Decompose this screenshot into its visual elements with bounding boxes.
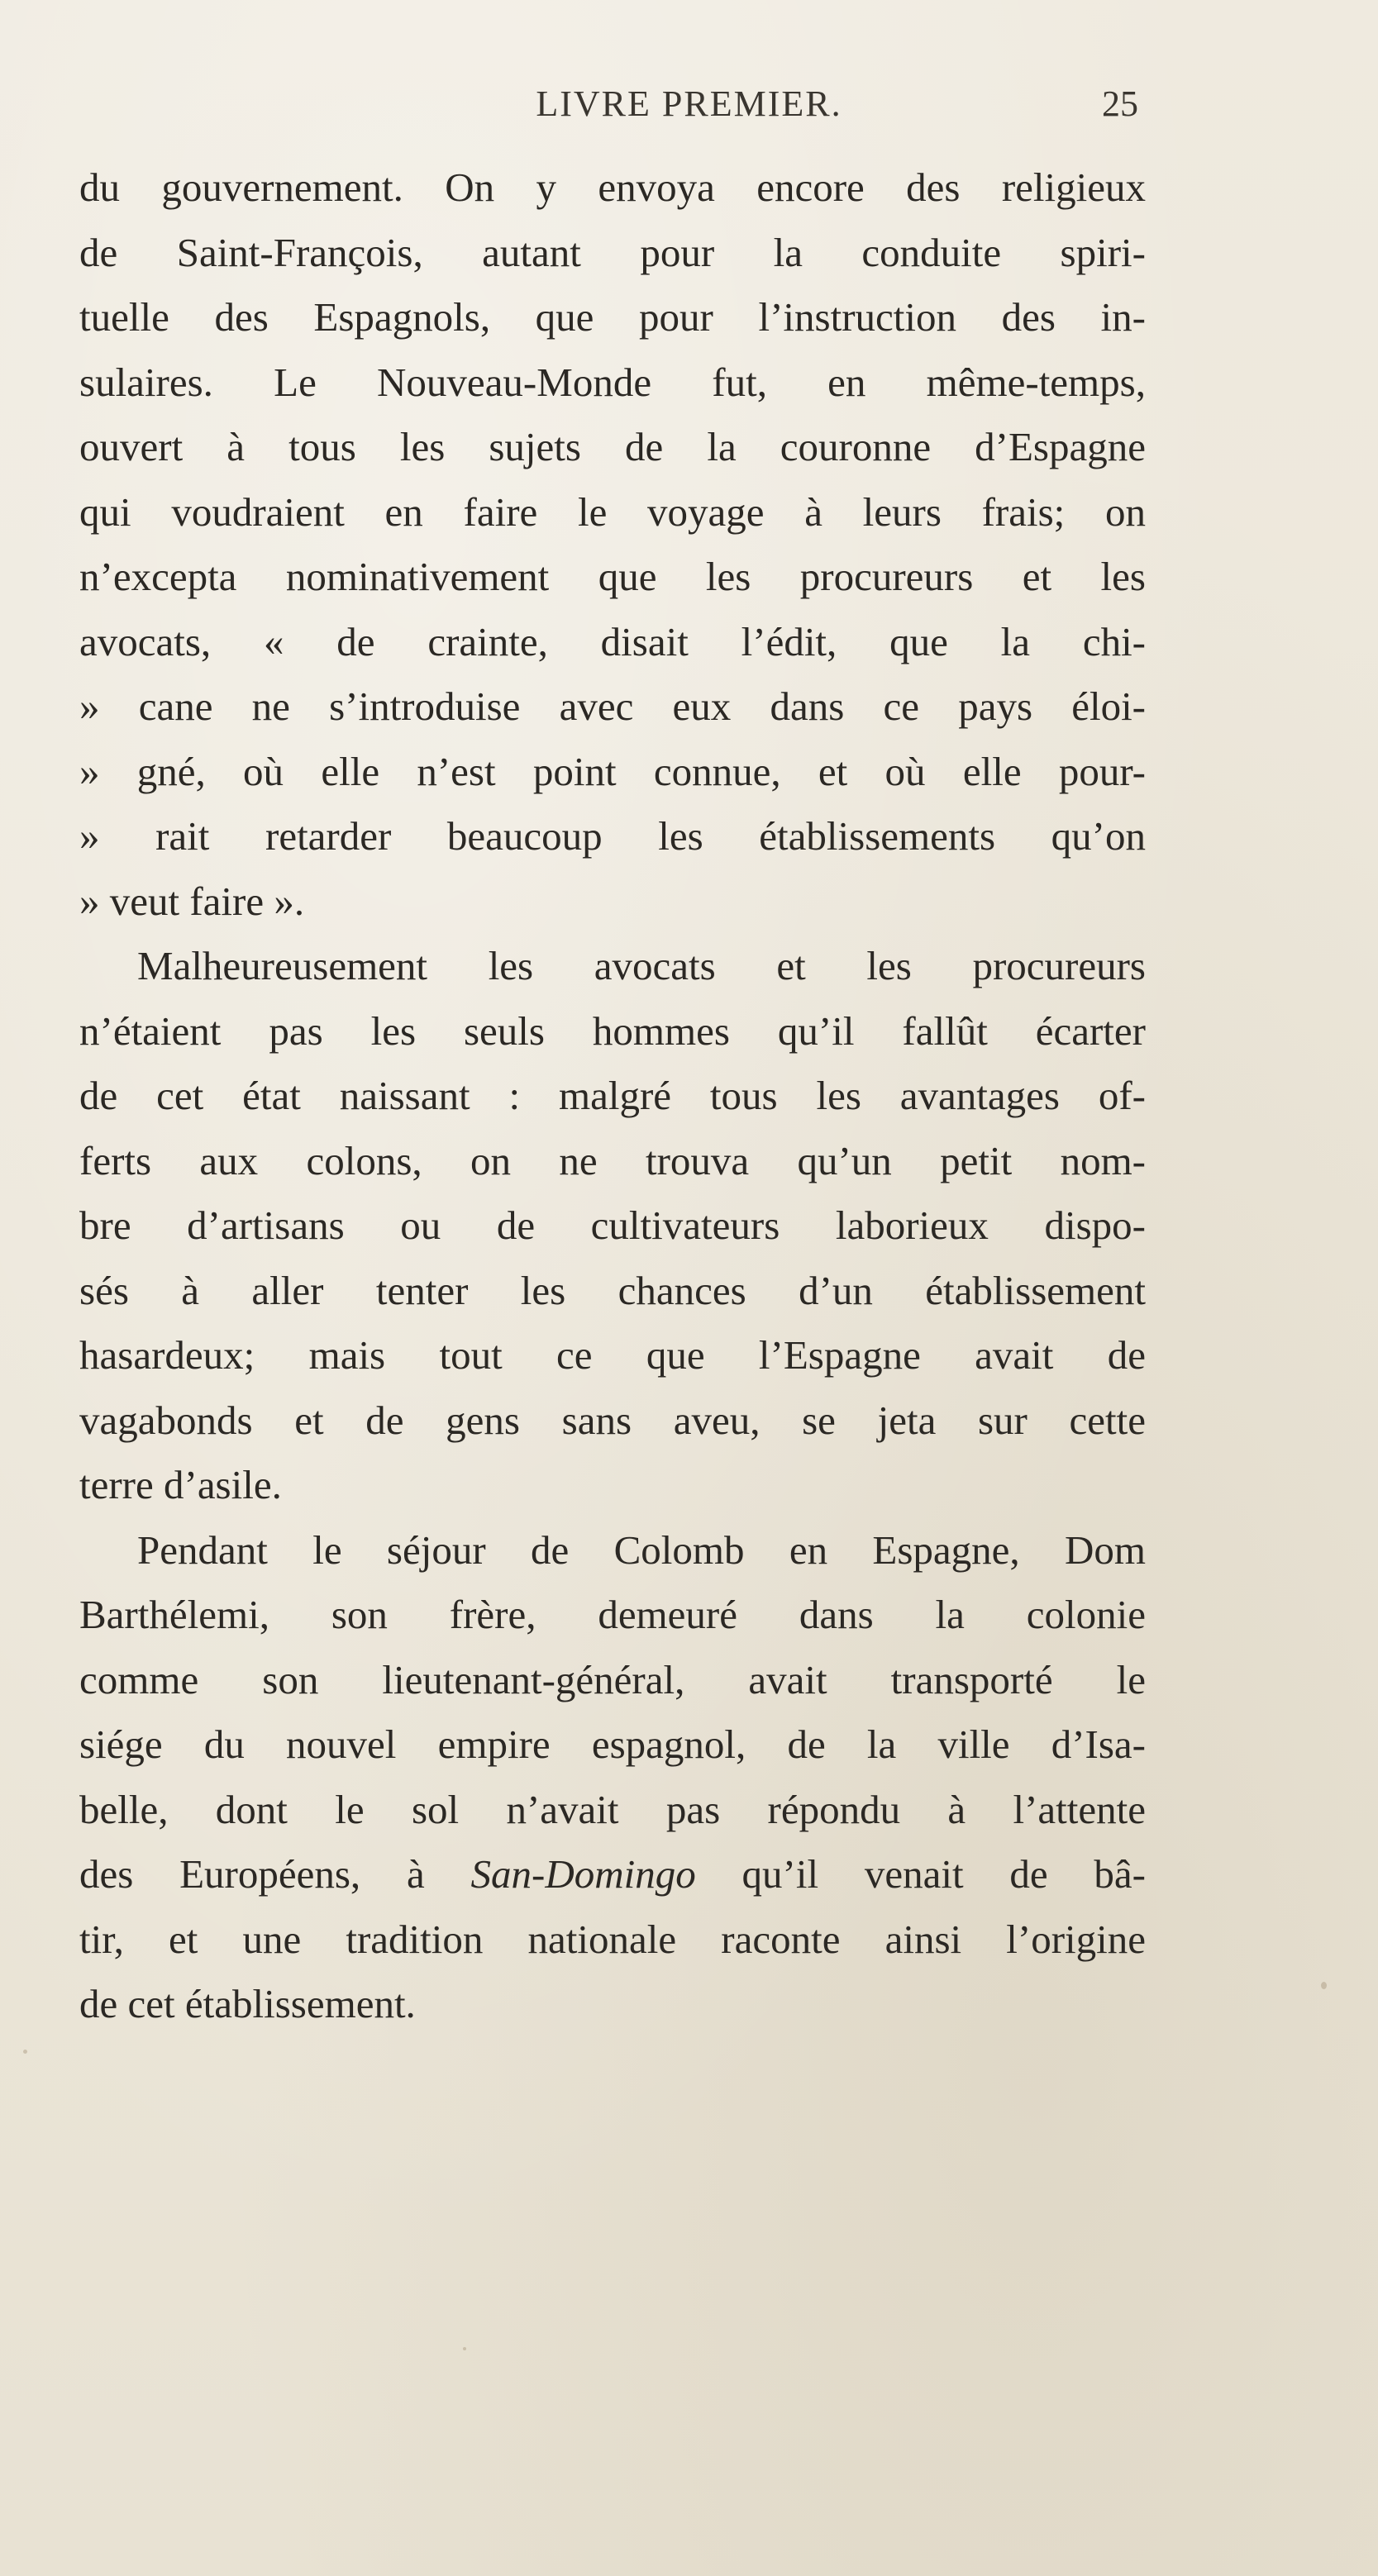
page-header (0, 83, 1378, 132)
text-line: Malheureusement les avocats et les procureurs (137, 943, 1146, 988)
text-line: avocats, « de crainte, disait l’édit, que la chi- (79, 618, 1146, 664)
text-line: terre d’asile. (79, 1462, 282, 1507)
text-line: de cet établissement. (79, 1981, 416, 2026)
text-line: de Saint-François, autant pour la conduite spiri- (79, 229, 1146, 275)
text-line: belle, dont le sol n’avait pas répondu à l’attente (79, 1786, 1146, 1832)
text-line: ferts aux colons, on ne trouva qu’un petit nom- (79, 1137, 1146, 1183)
paragraph-3 (79, 1518, 1146, 2037)
text-line: » veut faire ». (79, 878, 305, 924)
text-line: » gné, où elle n’est point connue, et où elle pour- (79, 748, 1146, 794)
paper-speck (463, 2347, 466, 2350)
text-line: Pendant le séjour de Colomb en Espagne, Dom (137, 1526, 1146, 1573)
text-line: ouvert à tous les sujets de la couronne d’Espagne (79, 424, 1146, 469)
text-line: sulaires. Le Nouveau-Monde fut, en même-temps, (79, 359, 1146, 405)
text-line: de cet état naissant : malgré tous les avantages of- (79, 1073, 1146, 1118)
text-line: Barthélemi, son frère, demeuré dans la colonie (79, 1592, 1146, 1637)
body-text (79, 155, 1146, 2037)
text-line: bre d’artisans ou de cultivateurs laborieux dispo- (79, 1202, 1146, 1248)
text-line: n’étaient pas les seuls hommes qu’il fallût écarter (79, 1007, 1146, 1054)
paragraph-2 (79, 934, 1146, 1518)
text-line: comme son lieutenant-général, avait transporté le (79, 1656, 1146, 1702)
text-run: qu’il venait de bâ- (695, 1851, 1146, 1897)
page-number: 25 (1102, 83, 1138, 124)
paper-speck (23, 2050, 27, 2054)
text-line: tuelle des Espagnols, que pour l’instruction des in- (79, 294, 1146, 340)
text-line-with-italic (79, 1842, 1146, 1907)
text-line: vagabonds et de gens sans aveu, se jeta sur cette (79, 1397, 1146, 1443)
text-line: » cane ne s’introduise avec eux dans ce pays éloi- (79, 683, 1146, 729)
text-line: qui voudraient en faire le voyage à leurs frais; on (79, 488, 1146, 535)
paper-speck (1321, 1982, 1327, 1989)
running-head: LIVRE PREMIER. (536, 83, 842, 124)
text-line: sés à aller tenter les chances d’un établissement (79, 1267, 1146, 1313)
text-line: siége du nouvel empire espagnol, de la ville d’Isa- (79, 1721, 1146, 1767)
paragraph-1 (79, 155, 1146, 934)
text-line: tir, et une tradition nationale raconte ainsi l’origine (79, 1916, 1146, 1962)
text-run: des Européens, à (79, 1851, 471, 1897)
text-line: du gouvernement. On y envoya encore des religieux (79, 164, 1146, 210)
place-name-italic: San-Domingo (470, 1851, 696, 1897)
text-line: hasardeux; mais tout ce que l’Espagne avait de (79, 1332, 1146, 1378)
text-line: n’excepta nominativement que les procureurs et les (79, 554, 1146, 599)
text-line: » rait retarder beaucoup les établissements qu’on (79, 813, 1146, 859)
